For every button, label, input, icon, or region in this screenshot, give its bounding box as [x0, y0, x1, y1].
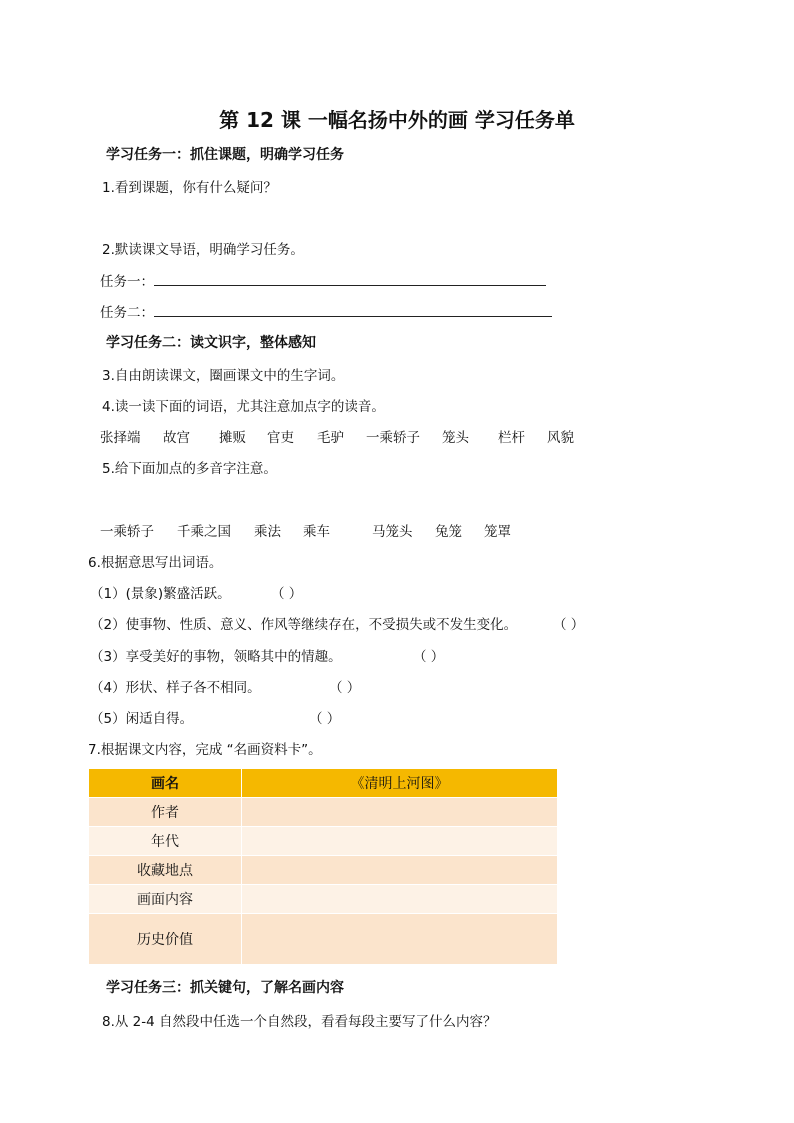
card-row-label: 历史价值 — [89, 914, 242, 965]
card-row-answer[interactable] — [242, 885, 558, 914]
card-row-content — [89, 885, 558, 914]
word-item: 兔笼 — [435, 524, 462, 540]
answer-paren-4[interactable]: （ ） — [329, 680, 361, 696]
card-row-label: 画面内容 — [89, 885, 242, 914]
word-item: 笼罩 — [484, 524, 511, 540]
task1-heading: 学习任务一：抓住课题，明确学习任务 — [106, 147, 344, 163]
word-item: 毛驴 — [317, 430, 344, 446]
card-row-label: 年代 — [89, 827, 242, 856]
answer-paren-5[interactable]: （ ） — [309, 711, 341, 727]
question-1: 1.看到课题，你有什么疑问？ — [102, 180, 277, 196]
question-2: 2.默读课文导语，明确学习任务。 — [102, 242, 304, 258]
task2-heading: 学习任务二：读文识字，整体感知 — [106, 335, 316, 351]
task-line-1-label: 任务一： — [100, 274, 154, 290]
word-item: 故宫 — [163, 430, 190, 446]
definition-item-1: （1）(景象)繁盛活跃。 — [90, 586, 231, 602]
question-6: 6.根据意思写出词语。 — [88, 555, 223, 571]
word-item: 笼头 — [442, 430, 469, 446]
definition-item-4: （4）形状、样子各不相同。 — [90, 680, 261, 696]
card-row-author — [89, 798, 558, 827]
answer-paren-1[interactable]: （ ） — [271, 586, 303, 602]
card-row-label: 收藏地点 — [89, 856, 242, 885]
card-row-collection — [89, 856, 558, 885]
answer-paren-2[interactable]: （ ） — [553, 617, 585, 633]
answer-blank-1[interactable] — [154, 271, 546, 286]
word-item: 乘法 — [254, 524, 281, 540]
definition-item-3: （3）享受美好的事物，领略其中的情趣。 — [90, 649, 342, 665]
page-title: 第 12 课 一幅名扬中外的画 学习任务单 — [219, 108, 575, 132]
answer-paren-3[interactable]: （ ） — [413, 649, 445, 665]
word-item: 张择端 — [100, 430, 141, 446]
word-item: 千乘之国 — [177, 524, 231, 540]
word-item: 摊贩 — [219, 430, 246, 446]
painting-info-card — [88, 768, 558, 965]
card-row-value — [89, 914, 558, 965]
question-7: 7.根据课文内容，完成 “名画资料卡”。 — [88, 742, 322, 758]
card-row-answer[interactable] — [242, 827, 558, 856]
card-row-answer[interactable] — [242, 856, 558, 885]
word-item: 马笼头 — [372, 524, 413, 540]
answer-blank-2[interactable] — [154, 302, 552, 317]
definition-item-2: （2）使事物、性质、意义、作风等继续存在，不受损失或不发生变化。 — [90, 617, 518, 633]
card-row-answer[interactable] — [242, 914, 558, 965]
question-5: 5.给下面加点的多音字注意。 — [102, 461, 277, 477]
card-row-era — [89, 827, 558, 856]
word-item: 一乘轿子 — [366, 430, 420, 446]
question-3: 3.自由朗读课文，圈画课文中的生字词。 — [102, 368, 345, 384]
word-item: 乘车 — [303, 524, 330, 540]
word-item: 官吏 — [267, 430, 294, 446]
task-line-2-label: 任务二： — [100, 305, 154, 321]
question-8: 8.从 2-4 自然段中任选一个自然段，看看每段主要写了什么内容？ — [102, 1014, 497, 1030]
card-row-answer[interactable] — [242, 798, 558, 827]
task-line-2 — [100, 301, 552, 321]
question-4: 4.读一读下面的词语，尤其注意加点字的读音。 — [102, 399, 385, 415]
word-item: 一乘轿子 — [100, 524, 154, 540]
card-header-row — [89, 769, 558, 798]
card-header-value: 《清明上河图》 — [242, 769, 558, 798]
word-item: 栏杆 — [498, 430, 525, 446]
word-item: 风貌 — [547, 430, 574, 446]
card-row-label: 作者 — [89, 798, 242, 827]
definition-item-5: （5）闲适自得。 — [90, 711, 194, 727]
card-header-label: 画名 — [89, 769, 242, 798]
task-line-1 — [100, 270, 546, 290]
task3-heading: 学习任务三：抓关键句，了解名画内容 — [106, 980, 344, 996]
